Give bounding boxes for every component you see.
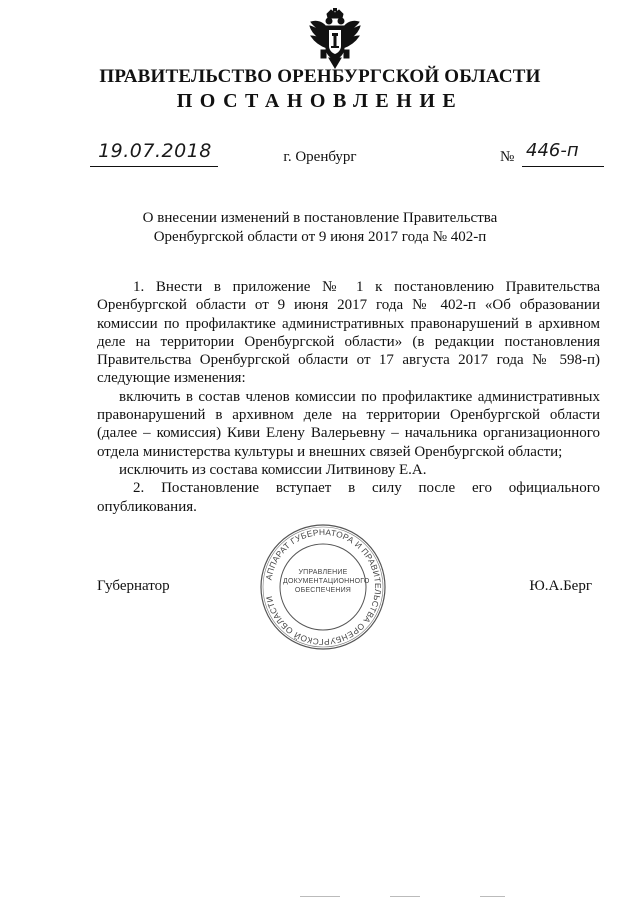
paragraph-include: включить в состав членов комиссии по профилактике административных правонарушений в архивном деле на территории Оренбургской области (далее – комиссия) Киви Елену Валерьевну – начальника организационного отдела министерства культуры и внешних связей Оренбургской области; <box>97 388 600 460</box>
official-stamp <box>259 523 387 651</box>
paragraph-exclude: исключить из состава комиссии Литвинову Е.А. <box>119 461 427 478</box>
svg-text:АППАРАТ ГУБЕРНАТОРА И ПРАВИТЕЛ <box>263 527 383 647</box>
number-value: 446-п <box>526 140 579 161</box>
stamp-line-2: ДОКУМЕНТАЦИОННОГО <box>283 578 370 585</box>
organization-title: ПРАВИТЕЛЬСТВО ОРЕНБУРГСКОЙ ОБЛАСТИ <box>99 66 541 87</box>
subject-line-1: О внесении изменений в постановление Правительства <box>142 210 498 226</box>
stamp-line-1: УПРАВЛЕНИЕ <box>298 569 348 576</box>
document-body <box>97 278 600 516</box>
scan-artifact <box>300 896 340 897</box>
subject-line-2: Оренбургской области от 9 июня 2017 года № 402-п <box>153 229 487 245</box>
city-label: г. Оренбург <box>283 149 357 165</box>
scan-artifact <box>480 896 505 897</box>
paragraph-2: 2. Постановление вступает в силу после его официального опубликования. <box>97 480 600 515</box>
stamp-ring-text: АППАРАТ ГУБЕРНАТОРА И ПРАВИТЕЛЬСТВА ОРЕНБУРГСКОЙ ОБЛАСТИ <box>263 526 384 648</box>
document-type-title: ПОСТАНОВЛЕНИЕ <box>176 90 464 112</box>
signatory-position: Губернатор <box>97 578 170 594</box>
signatory-name: Ю.А.Берг <box>529 578 592 594</box>
scan-artifact <box>390 896 420 897</box>
number-sign: № <box>500 149 515 165</box>
date-value: 19.07.2018 <box>98 140 212 162</box>
date-underline <box>90 166 218 167</box>
coat-of-arms-icon <box>305 8 365 70</box>
paragraph-1: 1. Внести в приложение № 1 к постановлению Правительства Оренбургской области от 9 июня 2017 года № 402-п «Об образовании комиссии по профилактике административных правонарушений в архивном деле на территории Оренбургской области» (в редакции постановления Правительства Оренбургской области от 17 августа 2017 года № 598-п) следующие изменения: <box>97 279 600 387</box>
stamp-line-3: ОБЕСПЕЧЕНИЯ <box>294 587 352 594</box>
number-underline <box>522 166 604 167</box>
document-subject <box>0 209 640 247</box>
